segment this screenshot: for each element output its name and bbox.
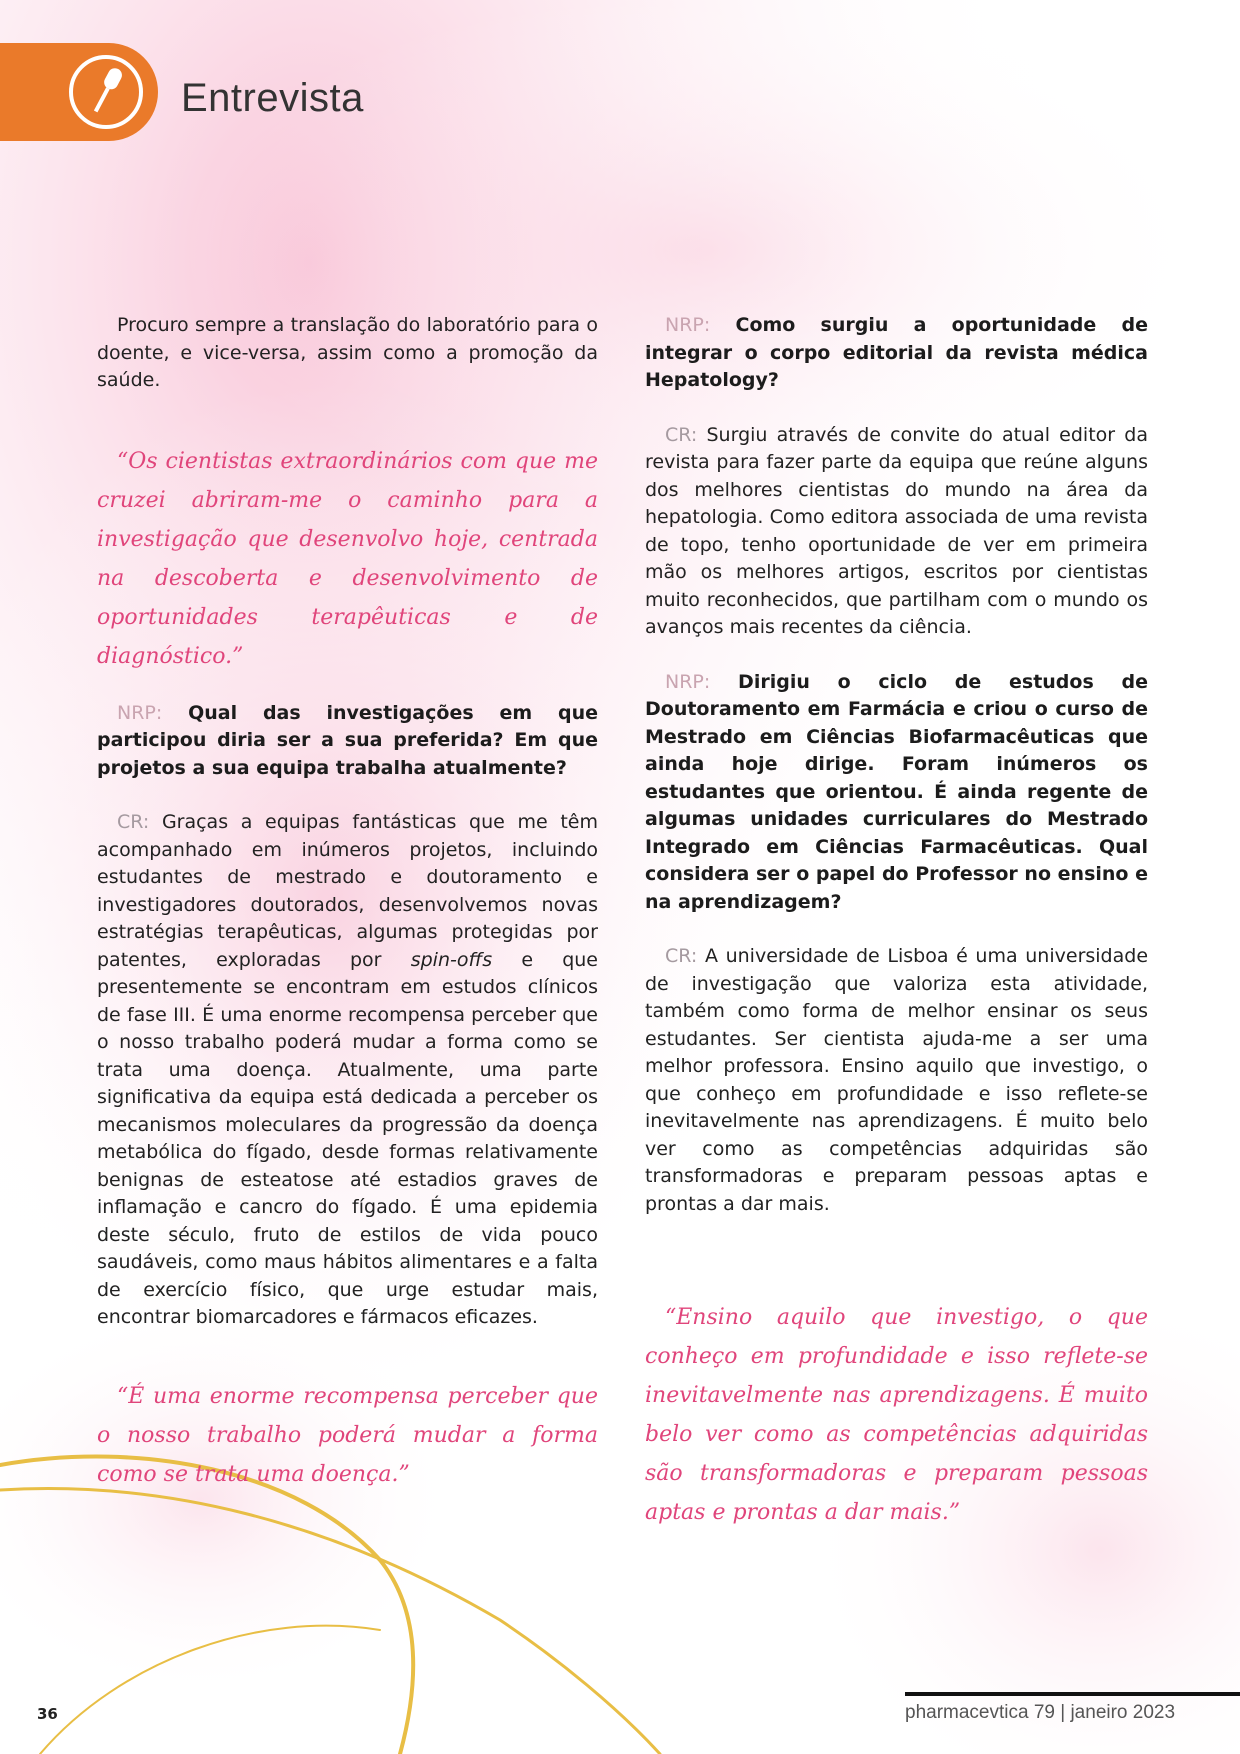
question-3-text: Dirigiu o ciclo de estudos de Doutoramento em Farmácia e criou o curso de Mestrado em Ciências Biofarmacêuticas que ainda hoje dirige. Foram inúmeros os estudantes que orientou. É ainda regente de algumas unidades curriculares do Mestrado Integrado em Ciências Farmacêuticas. Qual considera ser o papel do Professor no ensino e na aprendizagem? <box>645 670 1149 913</box>
pull-quote-2: “É uma enorme recompensa perceber que o nosso trabalho poderá mudar a forma como se trata uma doença.” <box>97 1383 598 1487</box>
intro-paragraph: Procuro sempre a translação do laboratório para o doente, e vice-versa, assim como a promoção da saúde. <box>97 314 598 391</box>
answer-3 <box>645 943 1148 1218</box>
respondent-tag: CR: <box>117 811 150 833</box>
microphone-icon <box>66 52 146 132</box>
answer-1-text-b: e que presentemente se encontram em estudos clínicos de fase III. É uma enorme recompensa perceber que o nosso trabalho poderá mudar a forma como se trata uma doença. Atualmente, uma parte significativa da equipa está dedicada a perceber os mecanismos moleculares da progressão da doença metabólica do fígado, desde formas relativamente benignas de esteatose até estadios graves de inflamação e cancro do fígado. É uma epidemia deste século, fruto de estilos de vida pouco saudáveis, como maus hábitos alimentares e a falta de exercício físico, que urge estudar mais, encontrar biomarcadores e fármacos eficazes. <box>97 948 598 1328</box>
pull-quote-1: “Os cientistas extraordinários com que me cruzei abriram-me o caminho para a investigação que desenvolvo hoje, centrada na descoberta e desenvolvimento de oportunidades terapêuticas e de diagnóstico.” <box>97 448 598 669</box>
right-column <box>645 312 1148 1532</box>
left-column <box>97 312 598 1494</box>
interviewer-tag: NRP: <box>665 670 711 693</box>
interviewer-tag: NRP: <box>117 701 163 724</box>
answer-1 <box>97 809 598 1332</box>
answer-1-text-a: Graças a equipas fantásticas que me têm acompanhado em inúmeros projetos, incluindo estudantes de mestrado e doutoramento e investigadores doutorados, desenvolvemos novas estratégias terapêuticas, algumas protegidas por patentes, exploradas por <box>97 811 598 971</box>
footer-rule <box>905 1692 1240 1696</box>
page-number: 36 <box>37 1705 58 1723</box>
answer-2-text: Surgiu através de convite do atual editor da revista para fazer parte da equipa que reúne alguns dos melhores cientistas do mundo na área da hepatologia. Como editora associada de uma revista de topo, tenho oportunidade de ver em primeira mão os melhores artigos, escritos por cientistas muito reconhecidos, que partilham com o mundo os avanços mais recentes da ciência. <box>645 423 1148 638</box>
question-3 <box>645 669 1148 917</box>
section-tab <box>0 43 158 141</box>
answer-3-text: A universidade de Lisboa é uma universidade de investigação que valoriza esta atividade, também como forma de melhor ensinar os seus estudantes. Ser cientista ajuda-me a ser uma melhor professora. Ensino aquilo que investigo, o que conheço em profundidade e isso reflete-se inevitavelmente nas aprendizagens. É muito belo ver como as competências adquiridas são transformadoras e preparam pessoas aptas e prontas a dar mais. <box>645 945 1149 1215</box>
answer-2 <box>645 422 1148 642</box>
answer-1-italic: spin-offs <box>410 948 493 971</box>
respondent-tag: CR: <box>665 945 698 967</box>
publication-footer: pharmacevtica 79 | janeiro 2023 <box>905 1702 1176 1723</box>
question-1-text: Qual das investigações em que participou diria ser a sua preferida? Em que projetos a sua equipa trabalha atualmente? <box>97 701 598 779</box>
interviewer-tag: NRP: <box>665 314 711 336</box>
section-title: Entrevista <box>181 76 364 120</box>
respondent-tag: CR: <box>665 423 698 446</box>
question-2 <box>645 312 1148 395</box>
question-2-text: Como surgiu a oportunidade de integrar o corpo editorial da revista médica Hepatology? <box>645 314 1148 391</box>
question-1 <box>97 700 598 783</box>
pull-quote-3: “Ensino aquilo que investigo, o que conheço em profundidade e isso reflete-se inevitavelmente nas aprendizagens. É muito belo ver como as competências adquiridas são transformadoras e preparam pessoas aptas e prontas a dar mais.” <box>645 1305 1148 1525</box>
